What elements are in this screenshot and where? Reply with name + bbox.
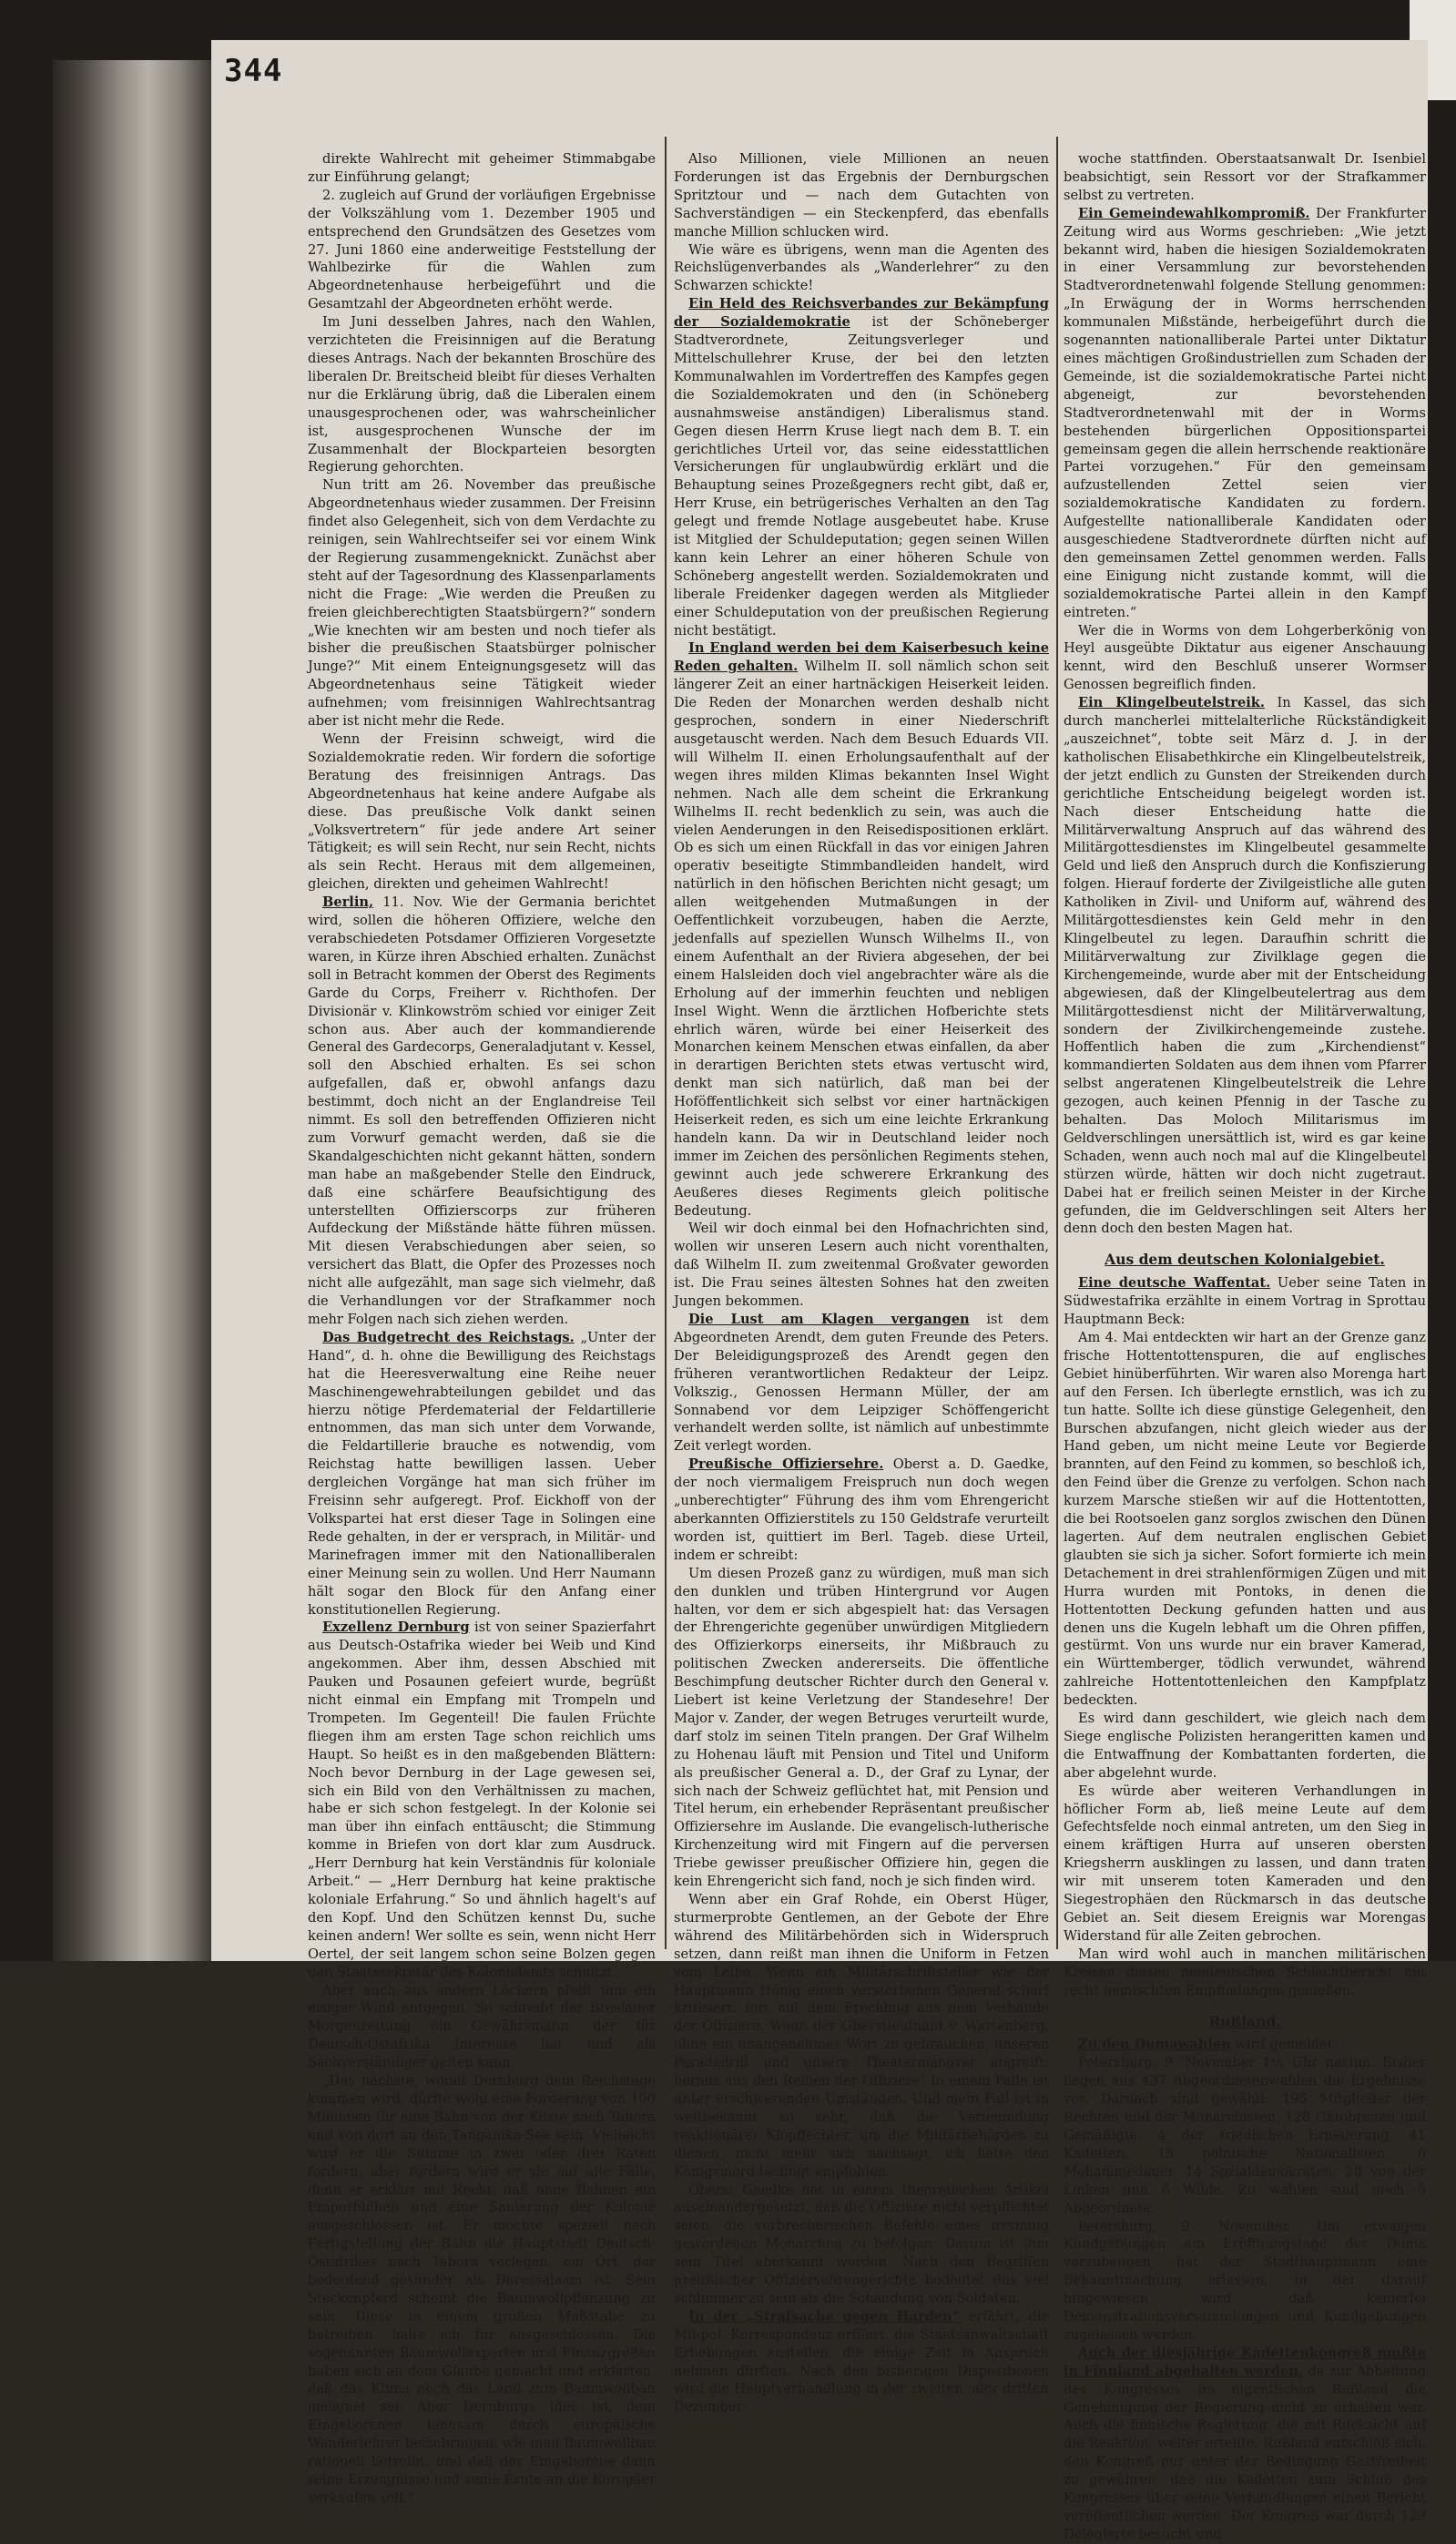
article-text: Ueber seine Taten in Südwestafrika erzählte in einem Vortrag in Sprottau Hauptmann Beck: [1064,1275,1426,1328]
article-text: Man wird wohl auch in manchen militärischen Kreisen diesen neudeutschen Schlachtbericht mit recht gemischten Empfindungen genießen. [1064,1946,1426,1998]
article-text: Wenn der Freisinn schweigt, wird die Sozialdemokratie reden. Wir fordern die sofortige Beratung des freisinnigen Antrags. Das Abgeordnetenhaus hat keine andere Aufgabe als diese. Das preußische Volk dankt seinen „Volksvertretern“ für jede andere Art seiner Tätigkeit; es will sein Recht, nur sein Recht, nichts als sein Recht. Heraus mit dem allgemeinen, gleichen, direkten und geheimen Wahlrecht! [308,731,656,893]
article-text: Weil wir doch einmal bei den Hofnachrichten sind, wollen wir unseren Lesern auch nicht vorenthalten, daß Wilhelm II. zum zweitenmal Großvater geworden ist. Die Frau seines ältesten Sohnes hat den zweiten Jungen bekommen. [674,1221,1049,1310]
column-rule [1056,137,1058,1949]
article-paragraph [674,639,1049,1220]
article-text: „Unter der Hand“, d. h. ohne die Bewilligung des Reichstags hat die Heeresverwaltung eine Reihe neuer Maschinengewehrabteilungen gebildet und das hierzu nötige Pferdematerial der Feldartillerie entnommen, das man sich unter dem Vorwande, die Feldartillerie brauche es notwendig, vom Reichstag hatte bewilligen lassen. Ueber dergleichen Vorgänge hat man sich früher im Freisinn sehr aufgeregt. Prof. Eickhoff von der Volkspartei hat erst dieser Tage in Solingen eine Rede gehalten, in der er versprach, in Militär- und Marinefragen immer mit den Nationalliberalen einer Meinung sein zu wollen. Und Herr Naumann hält sogar den Block für den Anfang einer konstitutionellen Regierung. [308,1329,656,1618]
article-headline: Auch der diesjährige Kadettenkongreß mußte in Finnland abgehalten werden, [1064,2345,1426,2379]
article-paragraph [1064,1274,1426,1329]
article-text: Petersburg, 9. November. Um etwaigen Kundgebungen am Eröffnungstage der Duma vorzubeugen, hat der Stadthauptmann eine Bekanntmachung erlassen, in der darauf hingewiesen wird, daß keinerlei Demonstrationsversammlungen und Kundgebungen zugelassen werden. [1064,2218,1426,2343]
article-text: erfährt, die Mil-pol. Korrespondenz erfährt, die Staatsanwaltschaft Erhebungen anstellen, die einige Zeit in Anspruch nehmen dürften. Nach den bisherigen Dispositionen wird die Hauptverhandlung in der zweiten oder dritten Dezember- [674,2308,1049,2416]
article-paragraph [308,476,656,731]
article-text: ist der Schöneberger Stadtverordnete, Zeitungsverleger und Mittelschullehrer Kruse, der bei den letzten Kommunalwahlen im Vordertreffen des Kampfes gegen die Sozialdemokraten und den (in Schöneberg ausnahmsweise anständigen) Liberalismus stand. Gegen diesen Herrn Kruse liegt nach dem B. T. ein gerichtliches Urteil vor, das seine eidesstattlichen Versicherungen für unglaubwürdig erklärt und die Behauptung seines Prozeßgegners recht gibt, daß er, Herr Kruse, ein betrügerisches Verhalten an den Tag gelegt und fremde Notlage ausgebeutet habe. Kruse ist Mitglied der Schuldeputation; gegen seinen Willen kann kein Lehrer an einer höheren Schule von Schöneberg angestellt werden. Sozialdemokraten und liberale Freidenker dagegen werden als Mitglieder einer Schuldeputation von der preußischen Regierung nicht bestätigt. [674,314,1049,639]
article-paragraph [1064,1946,1426,2000]
article-text: Wer die in Worms von dem Lohgerberkönig von Heyl ausgeübte Diktatur aus eigener Anschauung kennt, wird den Beschluß unserer Wormser Genossen begreiflich finden. [1064,622,1426,693]
article-text: Wenn aber ein Graf Rohde, ein Oberst Hüger, sturmerprobte Gentlemen, an der Gebote der Ehre während des Militärbehörden sich in Widerspruch setzen, dann reißt man ihnen die Uniform in Fetzen vom Leibe. Wenn ein Militärschriftsteller wie der Hauptmann Hönig einen verstorbenen General scharf kritisiert: fort mit dem Frechling aus dem Verbande der Offiziere. Wenn der Oberstleutnant v. Wartenberg, ohne ein unangenehmes Wort zu gebrauchen, unseren Paradedrill und unsere Theatermanöver angreift: heraus aus den Reihen der Offiziere! In einem Falle ist unter erschwerenden Umständen. Und mein Fall ist in weltbekannt so sehr, daß die Verleumdung reaktionärer Klopffechter, um die Militärbehörden zu dienen, nicht mehr sich nachsagt, ich hätte den Königsmord bedingt empfohlen. [674,1892,1049,2180]
article-paragraph [1064,2036,1426,2054]
article-text: Im Juni desselben Jahres, nach den Wahlen, verzichteten die Freisinnigen auf die Beratung dieses Antrags. Nach der bekannten Broschüre des liberalen Dr. Breitscheid bleibt für dieses Verhalten nur die Erklärung übrig, daß die Liberalen einem unausgesprochenen oder, was wahrscheinlicher ist, ausgesprochenen Wunsche der im Zusammenhalt der Blockparteien besorgten Regierung gehorchten. [308,314,656,475]
article-paragraph [308,313,656,476]
article-text: Nun tritt am 26. November das preußische Abgeordnetenhaus wieder zusammen. Der Freisinn findet also Gelegenheit, sich von dem Verdachte zu reinigen, sein Wahlrechtseifer sei vor einem Wink der Regierung zusammengeknickt. Zunächst aber steht auf der Tagesordnung des Klassenparlaments nicht die Frage: „Wie werden die Preußen zu freien gleichberechtigten Staatsbürgern?“ sondern „Wie knechten wir am besten und noch tiefer als bisher die preußischen Staatsbürger polnischer Junge?“ Mit einem Enteignungsgesetz will das Abgeordnetenhaus seine Tätigkeit wieder aufnehmen; vom freisinnigen Wahlrechtsantrag aber ist nicht mehr die Rede. [308,477,656,730]
article-text: Der Frankfurter Zeitung wird aus Worms geschrieben: „Wie jetzt bekannt wird, haben die hiesigen Sozialdemokraten in einer Versammlung zur bevorstehenden Stadtverordnetenwahl folgende Stellung genommen: „In Erwägung der in Worms herrschenden kommunalen Mißstände, herbeigeführt durch die sogenannten nationalliberale Partei unter Diktatur eines mächtigen Großindustriellen zum Schaden der Gemeinde, ist die sozialdemokratische Partei nicht abgeneigt, zur bevorstehenden Stadtverordnetenwahl mit der in Worms bestehenden bürgerlichen Oppositionspartei gemeinsam gegen die allein herrschende reaktionäre Partei vorzugehen.“ Für den gemeinsam aufzustellenden Zettel seien vier sozialdemokratische Kandidaten zu fordern. Aufgestellte nationalliberale Kandidaten oder ausgeschiedene Stadtverordnete dürften nicht auf den gemeinsamen Zettel genommen werden. Falls eine Einigung nicht zustande kommt, will die sozialdemokratische Partei allein in den Kampf eintreten.“ [1064,205,1426,620]
article-text: 11. Nov. Wie der Germania berichtet wird, sollen die höheren Offiziere, welche den verabschiedeten Potsdamer Offizieren Vorgesetzte waren, in Kürze ihren Abschied erhalten. Zunächst soll in Betracht kommen der Oberst des Regiments Garde du Corps, Freiherr v. Richthofen. Der Divisionär v. Klinkowström schied vor einiger Zeit schon aus. Aber auch der kommandierende General des Gardecorps, Generaladjutant v. Kessel, soll den Abschied erhalten. Es sei schon aufgefallen, daß er, obwohl anfangs dazu bestimmt, doch nicht an der Englandreise Teil nimmt. Es soll den betreffenden Offizieren nicht zum Vorwurf gemacht werden, daß sie die Skandalgeschichten nicht gekannt hätten, sondern man habe an maßgebender Stelle den Eindruck, daß eine schärfere Beaufsichtigung des unterstellten Offizierscorps zur früheren Aufdeckung der Mißstände hätte führen müssen. Mit diesen Verabschiedungen aber seien, so versichert das Blatt, die Opfer des Prozesses noch nicht alle aufgezählt, man sage sich vielmehr, daß die Verhandlungen vor der Strafkammer noch mehr Folgen nach sich ziehen werden. [308,894,657,1327]
book-spine [53,60,211,1961]
article-headline: Das Budgetrecht des Reichstags. [322,1329,575,1345]
section-heading: Aus dem deutschen Kolonialgebiet. [1105,1251,1385,1269]
column-1 [308,150,657,2506]
article-text: ist von seiner Spazierfahrt aus Deutsch-Ostafrika wieder bei Weib und Kind angekommen. Aber ihm, dessen Abschied mit Pauken und Posaunen gefeiert wurde, begrüßt nicht einmal ein Empfang mit Trompeln und Trompeten. Im Gegenteil! Die faulen Früchte fliegen ihm am ersten Tage schon reichlich ums Haupt. So heißt es in den maßgebenden Blättern: Noch bevor Dernburg in der Lage gewesen sei, sich ein Bild von den Verhältnissen zu machen, habe er sich schon festgelegt. In der Kolonie sei man über ihn einfach enttäuscht; die Stimmung komme in Briefen von dort klar zum Ausdruck. „Herr Dernburg hat kein Verständnis für koloniale Arbeit.“ — „Herr Dernburg hat keine praktische koloniale Erfahrung.“ So und ähnlich hagelt's auf den Kopf. Und den Schützen kennst Du, suche keinen andern! Wer sollte es sein, wenn nicht Herr Oertel, der seit langem schon seine Bolzen gegen den Staatssekretär des Kolonialamts schnitzt. [308,1619,656,1980]
article-headline: Ein Held des Reichsverbandes zur Bekämpfung der Sozialdemokratie [674,296,1049,331]
article-headline: Preußische Offiziersehre. [688,1456,884,1473]
article-headline: Berlin, [322,894,374,911]
column-2 [674,150,1050,2416]
page-number: 344 [224,53,283,89]
article-text: da zur Abhaltung des Kongresses im eigentlichen Rußland die Genehmigung der Regierung nicht zu erhalten war. Auch die finnische Regierung, die mit Rücksicht auf die Reaktion, weiter erteilte, Rußland entschloß sich, den Kongreß nur unter der Bedingung Gastfreiheit zu gewähren, daß die Kadetten zum Schluß des Kongresses über seine Verhandlungen einen Bericht veröffentlichen werden. Der Kongreß war durch 129 Delegierte besucht und [1064,2363,1427,2542]
article-headline: Ein Klingelbeutelstreik. [1078,695,1265,711]
article-paragraph [1064,1329,1426,1710]
article-headline: Die Lust am Klagen vergangen [688,1312,970,1327]
article-text: direkte Wahlrecht mit geheimer Stimmabgabe zur Einführung gelangt; [308,151,656,185]
article-paragraph [674,1456,1049,1564]
article-headline: In der „Strafsache gegen Harden“ [688,2308,961,2324]
article-paragraph [674,150,1049,241]
article-paragraph [308,1619,656,1981]
article-paragraph [308,731,656,894]
article-text: Oberst a. D. Gaedke, der noch viermaligem Freispruch nun doch wegen „unberechtigter“ Führung des ihm vom Ehrengericht aberkannten Offizierstitels zu 150 Geldstrafe verurteilt worden ist, quittiert im Berl. Tageb. diese Urteil, indem er schreibt: [674,1456,1049,1563]
article-text: „Das nächste, womit Dernburg dem Reichstage kommen wird, dürfte wohl eine Forderung von 100 Millionen für eine Bahn von der Küste nach Tabora und von dort an den Tanganika-See sein. Vielleicht wird er die Summe in zwei oder drei Raten fordern, aber fordern wird er sie auf alle Fälle, denn er erklärt mit Recht, daß ohne Bahnen ein Emporblühen und eine Sanierung der Kolonie ausgeschlossen ist. Er möchte speziell nach Fertigstellung der Bahn die Hauptstadt Deutsch-Ostafrikas nach Tabora verlegen, ein Ort, der bedeutend gesünder als Daressalaam ist. Sein Steckenpferd scheint die Baumwollpflanzung zu sein. Diese in einem großen Maßstabe zu betreiben, halte ich für ausgeschlossen. Die sogenannten Baumwollexperten und Finanzgrößen haben sich an dem Glaube gemacht und erklärten, daß das Klima noch das Land zum Baumwollbau geeignet sei. Aber Dernburgs Idee ist, dem Eingeborenen langsam durch europäische Wanderlehrer beizubringen, wie man Baumwollbau rationell betreibt, und daß der Eingeborene dann seine Erzeugnisse und seine Ernte an die Europäer verkaufen soll.“ [308,2073,656,2506]
column-3 [1064,150,1427,2542]
article-text: Um diesen Prozeß ganz zu würdigen, muß man sich den dunklen und trüben Hintergrund vor Augen halten, vor dem er sich abgespielt hat: das Versagen der Ehrengerichte gegenüber unwürdigen Mitgliedern des Offizierkorps einerseits, ihr Mißbrauch zu politischen Zwecken andererseits. Die öffentliche Beschimpfung deutscher Richter durch den General v. Liebert ist keine Verletzung der Standesehre! Der Major v. Zander, der wegen Betruges verurteilt wurde, darf stolz im seinen Titeln prangen. Der Graf Wilhelm zu Hohenau läuft mit Pension und Titel und Uniform als preußischer General a. D., der Graf zu Lynar, der sich nach der Schweiz geflüchtet hat, mit Pension und Titel herum, ein erhebender Repräsentant preußischer Offiziersehre im Auslande. Die evangelisch-lutherische Kirchenzeitung wird mit Fingern auf die perversen Triebe gewisser preußischer Offiziere hin, gegen die kein Ehrengericht sich fand, noch je sich finden wird. [674,1565,1049,1890]
article-paragraph [674,1891,1049,2181]
article-paragraph [674,295,1049,639]
article-paragraph [1064,2345,1426,2544]
column-rule [665,137,667,1949]
article-paragraph [674,1565,1049,1891]
article-headline: Ein Gemeindewahlkompromiß. [1078,205,1310,221]
article-text: ist dem Abgeordneten Arendt, dem guten Freunde des Peters. Der Beleidigungsprozeß des Arendt gegen den früheren verantwortlichen Redakteur der Leipz. Volkszig., Genossen Hermann Müller, der am Sonnabend vor dem Leipziger Schöffengericht verhandelt werden sollte, ist nämlich auf unbestimmte Zeit verlegt worden. [674,1312,1049,1455]
article-text: Am 4. Mai entdeckten wir hart an der Grenze ganz frische Hottentottenspuren, die auf englisches Gebiet hinüberführten. Wir waren also Morenga hart auf den Fersen. Ich überlegte ernstlich, was ich zu tun hatte. Sollte ich diese günstige Gelegenheit, den Burschen abzufangen, nicht gleich wieder aus der Hand geben, um nicht meine Leute vor Begierde brannten, auf den Feind zu kommen, so beschloß ich, den Feind über die Grenze zu verfolgen. Schon nach kurzem Marsche stießen wir auf die Hottentotten, die bei Rootsoelen ganz sorglos zwischen den Dünen lagerten. Auf dem neutralen englischen Gebiet glaubten sie sich ja sicher. Sofort formierte ich mein Detachement in drei strahlenförmigen Zügen und mit Hurra wurden mit Pontoks, in denen die Hottentotten Deckung gefunden hatten und aus denen uns die Kugeln lebhaft um die Ohren pfiffen, gestürmt. Von uns wurde nur ein braver Kamerad, ein Württemberger, tödlich verwundet, während zahlreiche Hottentottenleichen den Kampfplatz bedeckten. [1064,1330,1426,1709]
article-text: wird gemeldet: [1235,2037,1338,2053]
article-paragraph [308,2072,656,2508]
article-text: Also Millionen, viele Millionen an neuen Forderungen ist das Ergebnis der Dernburgschen Spritztour und — nach dem Gutachten von Sachverständigen — ein Steckenpferd, das ebenfalls manche Million schlucken wird. [674,151,1049,240]
article-text: 2. zugleich auf Grund der vorläufigen Ergebnisse der Volkszählung vom 1. Dezember 1905 und entsprechend den Grundsätzen des Gesetzes vom 27. Juni 1860 eine anderweitige Feststellung der Wahlbezirke für die Wahlen zum Abgeordnetenhause herbeigeführt und die Gesamtzahl der Abgeordneten erhöht werde. [308,187,656,312]
article-paragraph [308,1329,656,1619]
article-paragraph [674,2181,1049,2308]
article-paragraph [674,241,1049,296]
section-heading: Rußland. [1208,2012,1281,2030]
article-text: Petersburg, 9. November 1½ Uhr nachm. Bisher liegen aus 437 Abgeordnetenwahlen die Ergebnisse vor. Darnach sind gewählt: 195 Mitglieder der Rechten und der Monarchisten, 128 Oktobristen und Gemäßigte, 4 der friedlichen Erneuerung, 41 Kadetten, 15 polnische Nationalisten, 6 Mohammedaner, 14 Sozialdemokraten, 28 von der Linken und 6 Wilde. Zu wählen sind noch 5 Abgeordnete. [1064,2055,1426,2216]
article-text: Es würde aber weiteren Verhandlungen in höflicher Form ab, ließ meine Leute auf dem Gefechtsfelde noch einmal antreten, um den Sieg in einem kräftigen Hurra auf unseren obersten Kriegsherrn ausklingen zu lassen, und dann traten wir mit unserem toten Kameraden und den Siegestrophäen den Rückmarsch in das deutsche Gebiet an. Seit diesem Ereignis war Morengas Widerstand für alle Zeiten gebrochen. [1064,1783,1426,1944]
article-paragraph [1064,205,1426,622]
article-text: Oberst Gaedke hat in einem theoretischen Artikel auseinandergesetzt, daß die Offiziere nicht verpflichtet seien, die verbrecherischen Befehle eines irrsinnig gewordenen Monarchen zu befolgen. Darum ist ihm sein Titel aberkannt worden. Nach den Begriffen preußischer Offiziersehrengerichte bedeutet das viel schlimmer zu sein als die Schändung von Soldaten. [674,2181,1049,2306]
article-paragraph [1064,2054,1426,2217]
article-paragraph [1064,2218,1426,2345]
article-paragraph [308,894,656,1329]
article-paragraph [308,1982,656,2073]
article-paragraph [674,1311,1049,1456]
article-text: woche stattfinden. Oberstaatsanwalt Dr. Isenbiel beabsichtigt, sein Ressort vor der Strafkammer selbst zu vertreten. [1064,151,1426,203]
article-paragraph [308,150,656,187]
article-headline: Zu den Dumawahlen [1078,2037,1231,2053]
article-paragraph [308,187,656,313]
article-paragraph [1064,1783,1426,1946]
article-text: Es wird dann geschildert, wie gleich nach dem Siege englische Polizisten herangeritten kamen und die Entwaffnung der Kombattanten forderten, die aber abgelehnt wurde. [1064,1711,1426,1781]
article-headline: Eine deutsche Waffentat. [1078,1275,1271,1292]
article-paragraph [1064,150,1426,205]
article-paragraph [674,2308,1049,2416]
article-paragraph [674,1220,1049,1311]
article-paragraph [1064,1710,1426,1783]
article-headline: In England werden bei dem Kaiserbesuch keine Reden gehalten. [674,640,1049,675]
article-paragraph [1064,694,1426,1238]
article-headline: Exzellenz Dernburg [322,1619,470,1636]
article-text: Wilhelm II. soll nämlich schon seit längerer Zeit an einer hartnäckigen Heiserkeit leiden. Die Reden der Monarchen werden deshalb nicht gesprochen, sondern in einer Niederschrift ausgetauscht werden. Nach dem Besuch Eduards VII. will Wilhelm II. einen Erholungsaufenthalt auf der wegen ihres milden Klimas bekannten Insel Wight nehmen. Nach alle dem scheint die Erkrankung Wilhelms II. recht bedenklich zu sein, was auch die vielen Aenderungen in den Reisedispositionen erklärt. Ob es sich um einen Rückfall in das vor einigen Jahren operativ beseitigte Stimmbandleiden handelt, wird natürlich in den höfischen Berichten nicht gesagt; um allen weitgehenden Mutmaßungen in der Oeffentlichkeit vorzubeugen, haben die Aerzte, jedenfalls auf speziellen Wunsch Wilhelms II., von einem Aufenthalt an der Riviera abgesehen, der bei einem Halsleiden doch viel angebrachter wäre als die Erholung auf der immerhin feuchten und nebligen Insel Wight. Wenn die ärztlichen Hofberichte stets ehrlich wären, würde bei einer Heiserkeit des Monarchen keinem Menschen etwas einfallen, da aber in derartigen Berichten stets etwas vertuscht wird, denkt man sich natürlich, daß man bei der Hoföffentlichkeit sich selbst vor einer hartnäckigen Heiserkeit reden, es sich um eine leichte Erkrankung handeln kann. Da wir in Deutschland leider noch immer im Zeichen des persönlichen Regiments stehen, gewinnt auch jede schwerere Erkrankung des Aeußeres dieses Regiments gleich politische Bedeutung. [674,659,1050,1219]
article-text: Wie wäre es übrigens, wenn man die Agenten des Reichslügenverbandes als „Wanderlehrer“ zu den Schwarzen schickte! [674,241,1049,294]
article-text: Aber auch aus andern Löchern pfeift ihm ein eisiger Wind entgegen. So schreibt der Breslauer Morgenzeitung ein Gewährsmann, der für Deutsch-Ostafrika Interesse hat und als Sachverständiger gelten kann: [308,1982,656,2071]
article-paragraph [1064,622,1426,695]
article-text: In Kassel, das sich durch mancherlei mittelalterliche Rückständigkeit „auszeichnet“, tobte seit März d. J. in der katholischen Elisabethkirche ein Klingelbeutelstreik, der jetzt endlich zu Gunsten der Streikenden durch gerichtliche Entscheidung beigelegt worden ist. Nach dieser Entscheidung hatte die Militärverwaltung Anspruch auf das während des Militärgottesdienstes im Klingelbeutel gesammelte Geld und ließ den Anspruch durch die Konfiszierung folgen. Hierauf forderte der Zivilgeistliche alle guten Katholiken in Zivil- und Uniform auf, während des Militärgottesdienstes kein Geld mehr in den Klingelbeutel zu legen. Daraufhin schritt die Militärverwaltung zur Zivilklage gegen die Kirchengemeinde, wurde aber mit der Entscheidung abgewiesen, daß der Klingelbeutelertrag aus dem Militärgottesdienst nicht der Militärverwaltung, sondern der Zivilkirchengemeinde zustehe. Hoffentlich haben die zum „Kirchendienst“ kommandierten Soldaten aus dem ihnen vom Pfarrer selbst angeratenen Klingelbeutelstreik die Lehre gezogen, auch keinen Pfennig in der Tasche zu behalten. Das Moloch Militarismus im Geldverschlingen unersättlich ist, wird es gar keine Schaden, wenn auch noch mal auf die Klingelbeutel stürzen würde, hätten wir doch nicht zugetraut. Dabei hat er freilich seinen Meister in der Kirche gefunden, die im Geldverschlingen seit Alters her denn doch den besten Magen hat. [1064,695,1426,1237]
